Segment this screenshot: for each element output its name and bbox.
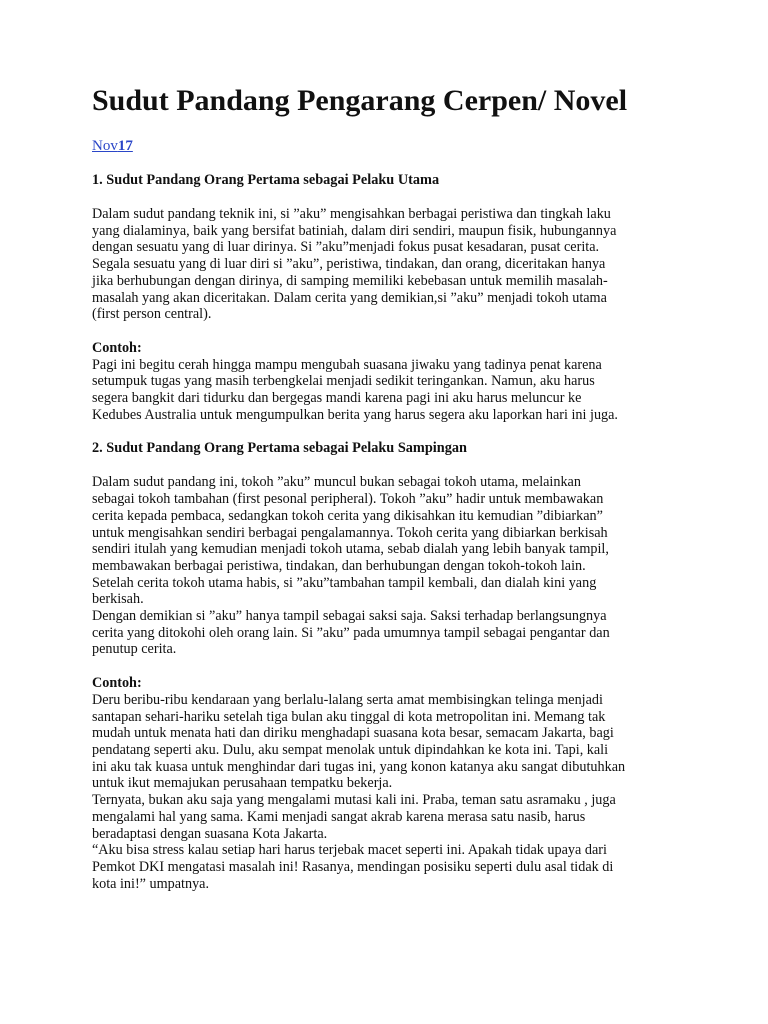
text-line: untuk mengisahkan sendiri berbagai pengalamannya. Tokoh cerita yang dibiarkan berkisah bbox=[92, 524, 608, 541]
text-line: “Aku bisa stress kalau setiap hari harus terjebak macet seperti ini. Apakah tidak upaya dari bbox=[92, 842, 607, 859]
text-line: untuk ikut memajukan perusahaan tempatku bekerja. bbox=[92, 775, 393, 792]
document-page bbox=[92, 82, 692, 892]
text-line: cerita kepada pembaca, sedangkan tokoh cerita yang dikisahkan itu kemudian ”dibiarkan” bbox=[92, 507, 603, 524]
text-line: mudah untuk menata hati dan diriku menghadapi suasana kota besar, semacam Jakarta, bagi bbox=[92, 725, 614, 742]
section-1-body bbox=[92, 206, 692, 323]
text-line: Dalam sudut pandang ini, tokoh ”aku” muncul bukan sebagai tokoh utama, melainkan bbox=[92, 474, 581, 491]
text-line: sebagai tokoh tambahan (first pesonal peripheral). Tokoh ”aku” hadir untuk membawakan bbox=[92, 491, 604, 508]
section-1-heading: 1. Sudut Pandang Orang Pertama sebagai Pelaku Utama bbox=[92, 172, 440, 188]
text-line: Deru beribu-ribu kendaraan yang berlalu-lalang serta amat membisingkan telinga menjadi bbox=[92, 691, 603, 708]
text-line: penutup cerita. bbox=[92, 641, 177, 658]
text-line: beradaptasi dengan suasana Kota Jakarta. bbox=[92, 825, 328, 842]
date-day: 17 bbox=[117, 138, 133, 154]
example-label: Contoh: bbox=[92, 339, 142, 356]
text-line: masalah yang akan diceritakan. Dalam cerita yang demikian,si ”aku” menjadi tokoh utama bbox=[92, 289, 607, 306]
text-line: ini aku tak kuasa untuk menghindar dari tugas ini, yang konon katanya aku sangat dibutuhkan bbox=[92, 758, 626, 775]
text-line: membawakan berbagai peristiwa, tindakan, dan berhubungan dengan tokoh-tokoh lain. bbox=[92, 557, 586, 574]
text-line: segera bangkit dari tidurku dan bergegas mandi karena pagi ini aku harus meluncur ke bbox=[92, 390, 582, 407]
text-line: (first person central). bbox=[92, 306, 212, 323]
date-month: Nov bbox=[92, 138, 118, 154]
text-line: Dalam sudut pandang teknik ini, si ”aku” mengisahkan berbagai peristiwa dan tingkah laku bbox=[92, 206, 611, 222]
text-line: kota ini!” umpatnya. bbox=[92, 875, 210, 892]
text-line: Ternyata, bukan aku saja yang mengalami mutasi kali ini. Praba, teman satu asramaku , juga bbox=[92, 792, 616, 809]
date-link[interactable] bbox=[92, 138, 133, 154]
page-title: Sudut Pandang Pengarang Cerpen/ Novel bbox=[92, 84, 628, 117]
text-line: Setelah cerita tokoh utama habis, si ”aku”tambahan tampil kembali, dan dialah kini yang bbox=[92, 574, 597, 591]
example-label: Contoh: bbox=[92, 675, 142, 692]
text-line: Pagi ini begitu cerah hingga mampu mengubah suasana jiwaku yang tadinya penat karena bbox=[92, 356, 602, 373]
section-2-heading: 2. Sudut Pandang Orang Pertama sebagai Pelaku Sampingan bbox=[92, 440, 467, 457]
text-line: pendatang seperti aku. Dulu, aku sempat menolak untuk dipindahkan ke kota ini. Tapi, kali bbox=[92, 741, 609, 758]
text-line: dengan sesuatu yang di luar dirinya. Si ”aku”menjadi fokus pusat kesadaran, pusat cerita. bbox=[92, 239, 600, 256]
post-date bbox=[92, 137, 692, 155]
text-line: jika berhubungan dengan dirinya, di samping memiliki kebebasan untuk memilih masalah- bbox=[92, 272, 608, 289]
text-line: yang dialaminya, baik yang bersifat batiniah, dalam diri sendiri, maupun fisik, hubungannya bbox=[92, 222, 617, 239]
text-line: Dengan demikian si ”aku” hanya tampil sebagai saksi saja. Saksi terhadap berlangsungnya bbox=[92, 608, 607, 625]
text-line: Segala sesuatu yang di luar diri si ”aku”, peristiwa, tindakan, dan orang, diceritakan hanya bbox=[92, 256, 606, 273]
text-line: setumpuk tugas yang masih terbengkelai menjadi sedikit teringankan. Namun, aku harus bbox=[92, 373, 595, 390]
text-line: berkisah. bbox=[92, 591, 144, 608]
text-line: Kedubes Australia untuk mengumpulkan berita yang harus segera aku laporkan hari ini juga. bbox=[92, 406, 618, 423]
section-2-body bbox=[92, 474, 692, 658]
text-line: cerita yang ditokohi oleh orang lain. Si ”aku” pada umumnya tampil sebagai pengantar dan bbox=[92, 624, 610, 641]
text-line: sendiri itulah yang kemudian menjadi tokoh utama, sebab dialah yang lebih banyak tampil, bbox=[92, 541, 609, 558]
text-line: mengalami hal yang sama. Kami menjadi sangat akrab karena merasa satu nasib, harus bbox=[92, 808, 586, 825]
text-line: Pemkot DKI mengatasi masalah ini! Rasanya, mendingan posisiku seperti dulu asal tidak di bbox=[92, 858, 614, 875]
section-2-example bbox=[92, 675, 692, 892]
section-1-example bbox=[92, 340, 692, 424]
text-line: santapan sehari-hariku setelah tiga bulan aku tinggal di kota metropolitan ini. Memang tak bbox=[92, 708, 606, 725]
